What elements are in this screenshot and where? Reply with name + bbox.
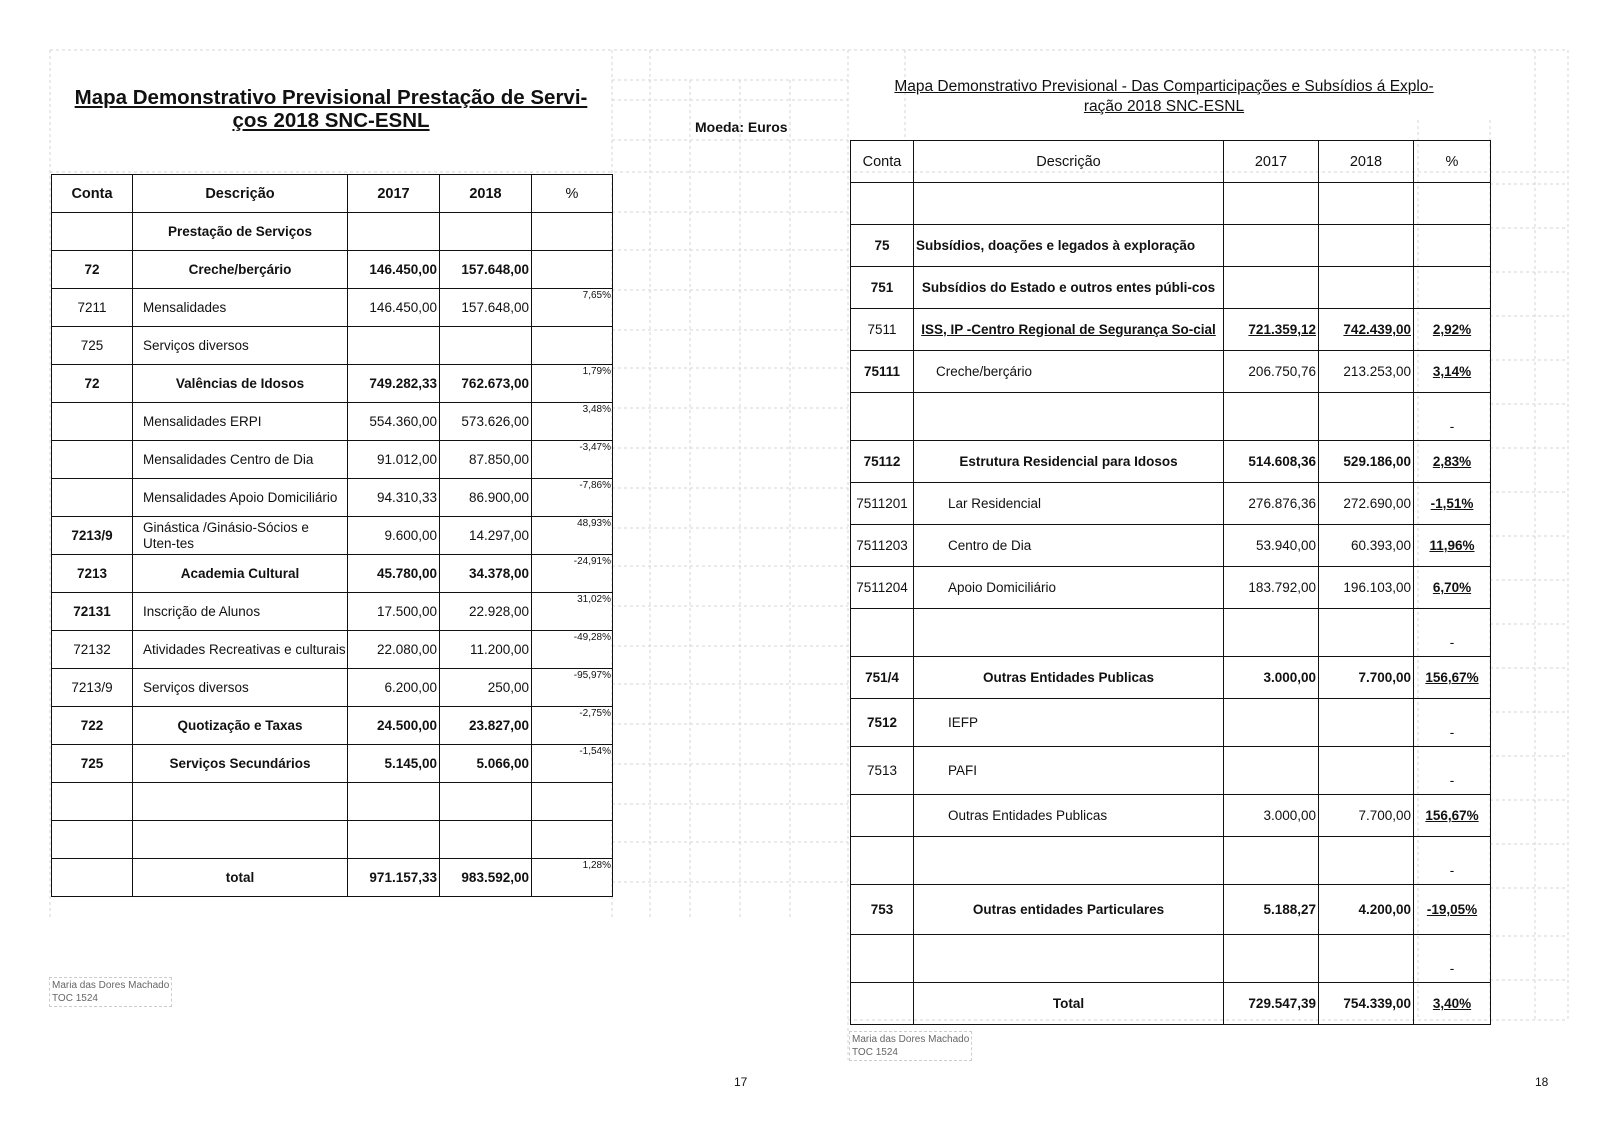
- account-code: 7511204: [851, 567, 914, 609]
- table-row: [851, 183, 1491, 225]
- left-signature: [49, 977, 172, 1007]
- value-2018: [1319, 183, 1414, 225]
- table-row: [52, 517, 613, 555]
- column-header: Descrição: [133, 175, 348, 213]
- percent-change: -: [1414, 699, 1491, 747]
- table-row: [851, 309, 1491, 351]
- percent-change: -3,47%: [579, 442, 611, 453]
- page-number-18: 18: [1535, 1075, 1549, 1089]
- table-row: [851, 225, 1491, 267]
- percent-cell: [532, 441, 613, 479]
- column-header: 2017: [1224, 141, 1319, 183]
- account-code: [851, 183, 914, 225]
- column-header: %: [532, 175, 613, 213]
- description: Atividades Recreativas e culturais: [133, 631, 348, 669]
- left-services-table: [51, 174, 613, 897]
- description: Subsídios do Estado e outros entes públi-cos: [914, 267, 1224, 309]
- description: [133, 783, 348, 821]
- value-2018: 4.200,00: [1319, 885, 1414, 935]
- percent-cell: [532, 631, 613, 669]
- table-row: [851, 483, 1491, 525]
- value-2017: 22.080,00: [348, 631, 440, 669]
- percent-change: -: [1414, 935, 1491, 983]
- value-2018: [1319, 747, 1414, 795]
- description: Creche/berçário: [133, 251, 348, 289]
- percent-cell: [532, 403, 613, 441]
- value-2017: 729.547,39: [1224, 983, 1319, 1025]
- value-2018: 14.297,00: [440, 517, 532, 555]
- value-2017: [1224, 699, 1319, 747]
- right-title-line-1: Mapa Demonstrativo Previsional - Das Comparticipações e Subsídios á Explo-: [894, 78, 1434, 95]
- value-2018: [440, 783, 532, 821]
- description: Quotização e Taxas: [133, 707, 348, 745]
- description: Subsídios, doações e legados à exploração: [914, 225, 1224, 267]
- left-title-line-2: ços 2018 SNC-ESNL: [232, 109, 430, 132]
- account-code: 72131: [52, 593, 133, 631]
- value-2017: [348, 821, 440, 859]
- percent-change: -1,54%: [579, 746, 611, 757]
- table-row: [52, 441, 613, 479]
- value-2018: [1319, 267, 1414, 309]
- description: IEFP: [914, 699, 1224, 747]
- value-2018: 60.393,00: [1319, 525, 1414, 567]
- table-row: [52, 821, 613, 859]
- table-row: [52, 479, 613, 517]
- percent-change: 1,79%: [582, 366, 611, 377]
- percent-change: -24,91%: [573, 556, 611, 567]
- value-2018: 529.186,00: [1319, 441, 1414, 483]
- description: Centro de Dia: [914, 525, 1224, 567]
- value-2017: [1224, 837, 1319, 885]
- percent-cell: [532, 365, 613, 403]
- account-code: [851, 609, 914, 657]
- percent-change: -49,28%: [573, 632, 611, 643]
- right-signature: [849, 1031, 972, 1061]
- percent-change: -: [1414, 393, 1491, 441]
- account-code: 7512: [851, 699, 914, 747]
- column-header: 2018: [1319, 141, 1414, 183]
- account-code: 753: [851, 885, 914, 935]
- account-code: 7513: [851, 747, 914, 795]
- value-2018: 157.648,00: [440, 289, 532, 327]
- value-2018: [1319, 225, 1414, 267]
- description: Ginástica /Ginásio-Sócios e Uten-tes: [133, 517, 348, 555]
- table-row: [851, 983, 1491, 1025]
- percent-change: -19,05%: [1414, 885, 1491, 935]
- percent-change: 7,65%: [582, 290, 611, 301]
- description: ISS, IP -Centro Regional de Segurança So-cial: [914, 309, 1224, 351]
- account-code: 7511203: [851, 525, 914, 567]
- value-2017: 91.012,00: [348, 441, 440, 479]
- percent-change: 1,28%: [582, 860, 611, 871]
- table-header-row: [851, 141, 1491, 183]
- value-2017: 45.780,00: [348, 555, 440, 593]
- account-code: 7511: [851, 309, 914, 351]
- percent-cell: [532, 707, 613, 745]
- value-2017: 514.608,36: [1224, 441, 1319, 483]
- account-code: 722: [52, 707, 133, 745]
- table-header-row: [52, 175, 613, 213]
- percent-cell: [532, 327, 613, 365]
- value-2018: 23.827,00: [440, 707, 532, 745]
- value-2017: [1224, 225, 1319, 267]
- account-code: [52, 859, 133, 897]
- right-title-line-2: ração 2018 SNC-ESNL: [1083, 98, 1245, 115]
- description: Valências de Idosos: [133, 365, 348, 403]
- table-row: [52, 593, 613, 631]
- value-2017: 5.188,27: [1224, 885, 1319, 935]
- value-2017: [348, 783, 440, 821]
- value-2017: 276.876,36: [1224, 483, 1319, 525]
- percent-change: 3,48%: [582, 404, 611, 415]
- value-2018: 5.066,00: [440, 745, 532, 783]
- account-code: 72: [52, 251, 133, 289]
- description: [133, 821, 348, 859]
- value-2018: 7.700,00: [1319, 795, 1414, 837]
- value-2017: [348, 327, 440, 365]
- right-subsidies-table: [850, 140, 1491, 1025]
- table-row: [851, 747, 1491, 795]
- value-2018: 754.339,00: [1319, 983, 1414, 1025]
- account-code: 72: [52, 365, 133, 403]
- description: Creche/berçário: [914, 351, 1224, 393]
- percent-change: -1,51%: [1414, 483, 1491, 525]
- value-2017: [1224, 609, 1319, 657]
- account-code: [851, 795, 914, 837]
- table-row: [52, 403, 613, 441]
- left-title-line-1: Mapa Demonstrativo Previsional Prestação de Servi-: [74, 86, 588, 109]
- table-row: [52, 707, 613, 745]
- account-code: [52, 213, 133, 251]
- description: Mensalidades: [133, 289, 348, 327]
- value-2018: [1319, 837, 1414, 885]
- percent-change: -7,86%: [579, 480, 611, 491]
- percent-change: 48,93%: [577, 518, 611, 529]
- percent-change: 3,14%: [1414, 351, 1491, 393]
- description: [914, 183, 1224, 225]
- table-row: [851, 795, 1491, 837]
- value-2018: [440, 821, 532, 859]
- value-2017: 5.145,00: [348, 745, 440, 783]
- percent-cell: [532, 593, 613, 631]
- value-2018: [1319, 393, 1414, 441]
- account-code: 75111: [851, 351, 914, 393]
- column-header: Conta: [52, 175, 133, 213]
- value-2017: [1224, 267, 1319, 309]
- percent-change: 2,83%: [1414, 441, 1491, 483]
- account-code: 7213/9: [52, 669, 133, 707]
- value-2017: 24.500,00: [348, 707, 440, 745]
- description: Lar Residencial: [914, 483, 1224, 525]
- percent-change: 11,96%: [1414, 525, 1491, 567]
- column-header: 2017: [348, 175, 440, 213]
- left-signature-toc: TOC 1524: [52, 993, 98, 1004]
- value-2018: 87.850,00: [440, 441, 532, 479]
- description: [914, 393, 1224, 441]
- right-signature-toc: TOC 1524: [852, 1047, 898, 1058]
- value-2017: 554.360,00: [348, 403, 440, 441]
- right-page-title: [848, 77, 1480, 117]
- value-2018: 983.592,00: [440, 859, 532, 897]
- column-header: 2018: [440, 175, 532, 213]
- description: Serviços Secundários: [133, 745, 348, 783]
- table-row: [52, 555, 613, 593]
- table-row: [851, 393, 1491, 441]
- percent-change: 31,02%: [577, 594, 611, 605]
- percent-cell: [532, 745, 613, 783]
- account-code: 7211: [52, 289, 133, 327]
- value-2017: [1224, 747, 1319, 795]
- account-code: 751/4: [851, 657, 914, 699]
- percent-change: 2,92%: [1414, 309, 1491, 351]
- account-code: 72132: [52, 631, 133, 669]
- table-row: [851, 657, 1491, 699]
- account-code: [851, 935, 914, 983]
- value-2018: 34.378,00: [440, 555, 532, 593]
- percent-cell: [532, 859, 613, 897]
- value-2018: [1319, 609, 1414, 657]
- table-row: [52, 213, 613, 251]
- value-2017: [1224, 393, 1319, 441]
- value-2018: 272.690,00: [1319, 483, 1414, 525]
- value-2018: 196.103,00: [1319, 567, 1414, 609]
- value-2018: [1319, 935, 1414, 983]
- value-2017: 9.600,00: [348, 517, 440, 555]
- value-2017: 146.450,00: [348, 289, 440, 327]
- table-row: [851, 699, 1491, 747]
- value-2018: 250,00: [440, 669, 532, 707]
- description: Serviços diversos: [133, 669, 348, 707]
- account-code: [851, 983, 914, 1025]
- percent-change: -: [1414, 747, 1491, 795]
- account-code: 725: [52, 745, 133, 783]
- value-2018: [440, 327, 532, 365]
- table-row: [851, 267, 1491, 309]
- table-row: [52, 783, 613, 821]
- value-2017: 6.200,00: [348, 669, 440, 707]
- description: Estrutura Residencial para Idosos: [914, 441, 1224, 483]
- description: Serviços diversos: [133, 327, 348, 365]
- value-2017: 3.000,00: [1224, 795, 1319, 837]
- value-2017: 3.000,00: [1224, 657, 1319, 699]
- table-row: [851, 567, 1491, 609]
- table-row: [52, 289, 613, 327]
- table-row: [52, 631, 613, 669]
- value-2017: 146.450,00: [348, 251, 440, 289]
- table-row: [52, 745, 613, 783]
- value-2017: 53.940,00: [1224, 525, 1319, 567]
- value-2018: 157.648,00: [440, 251, 532, 289]
- percent-change: -: [1414, 609, 1491, 657]
- description: PAFI: [914, 747, 1224, 795]
- table-row: [851, 837, 1491, 885]
- description: Outras Entidades Publicas: [914, 657, 1224, 699]
- account-code: 7213: [52, 555, 133, 593]
- value-2017: 183.792,00: [1224, 567, 1319, 609]
- account-code: [52, 783, 133, 821]
- table-row: [851, 525, 1491, 567]
- percent-change: 156,67%: [1414, 657, 1491, 699]
- value-2017: [348, 213, 440, 251]
- account-code: 7511201: [851, 483, 914, 525]
- description: Prestação de Serviços: [133, 213, 348, 251]
- account-code: [851, 393, 914, 441]
- value-2017: 721.359,12: [1224, 309, 1319, 351]
- account-code: [52, 403, 133, 441]
- table-row: [851, 441, 1491, 483]
- percent-cell: [532, 555, 613, 593]
- description: Inscrição de Alunos: [133, 593, 348, 631]
- table-row: [52, 365, 613, 403]
- value-2017: 17.500,00: [348, 593, 440, 631]
- percent-change: [1414, 183, 1491, 225]
- account-code: [52, 821, 133, 859]
- percent-cell: [532, 251, 613, 289]
- value-2018: 7.700,00: [1319, 657, 1414, 699]
- percent-cell: [532, 669, 613, 707]
- table-row: [52, 859, 613, 897]
- account-code: 725: [52, 327, 133, 365]
- value-2018: 213.253,00: [1319, 351, 1414, 393]
- value-2018: 742.439,00: [1319, 309, 1414, 351]
- description: Total: [914, 983, 1224, 1025]
- table-row: [851, 935, 1491, 983]
- percent-change: [1414, 267, 1491, 309]
- description: total: [133, 859, 348, 897]
- value-2017: 206.750,76: [1224, 351, 1319, 393]
- description: Outras entidades Particulares: [914, 885, 1224, 935]
- percent-change: [1414, 225, 1491, 267]
- account-code: 751: [851, 267, 914, 309]
- value-2018: [440, 213, 532, 251]
- account-code: [851, 837, 914, 885]
- description: Academia Cultural: [133, 555, 348, 593]
- account-code: [52, 479, 133, 517]
- table-row: [52, 251, 613, 289]
- description: [914, 609, 1224, 657]
- column-header: Conta: [851, 141, 914, 183]
- currency-label: Moeda: Euros: [695, 119, 788, 135]
- page-number-17: 17: [734, 1075, 748, 1089]
- value-2018: 11.200,00: [440, 631, 532, 669]
- value-2017: 94.310,33: [348, 479, 440, 517]
- account-code: 7213/9: [52, 517, 133, 555]
- table-row: [851, 609, 1491, 657]
- value-2017: [1224, 935, 1319, 983]
- value-2017: [1224, 183, 1319, 225]
- left-signature-name: Maria das Dores Machado: [52, 980, 170, 991]
- percent-cell: [532, 821, 613, 859]
- description: Apoio Domiciliário: [914, 567, 1224, 609]
- percent-change: -2,75%: [579, 708, 611, 719]
- description: [914, 837, 1224, 885]
- description: Mensalidades Centro de Dia: [133, 441, 348, 479]
- value-2018: [1319, 699, 1414, 747]
- percent-cell: [532, 479, 613, 517]
- description: Mensalidades Apoio Domiciliário: [133, 479, 348, 517]
- account-code: 75112: [851, 441, 914, 483]
- column-header: Descrição: [914, 141, 1224, 183]
- left-page-title: [56, 86, 606, 132]
- percent-change: -: [1414, 837, 1491, 885]
- column-header: %: [1414, 141, 1491, 183]
- value-2018: 573.626,00: [440, 403, 532, 441]
- value-2017: 749.282,33: [348, 365, 440, 403]
- description: Outras Entidades Publicas: [914, 795, 1224, 837]
- description: [914, 935, 1224, 983]
- value-2018: 22.928,00: [440, 593, 532, 631]
- value-2017: 971.157,33: [348, 859, 440, 897]
- table-row: [52, 327, 613, 365]
- right-signature-name: Maria das Dores Machado: [852, 1034, 970, 1045]
- percent-cell: [532, 517, 613, 555]
- percent-change: 6,70%: [1414, 567, 1491, 609]
- value-2018: 86.900,00: [440, 479, 532, 517]
- percent-cell: [532, 213, 613, 251]
- table-row: [52, 669, 613, 707]
- percent-change: 156,67%: [1414, 795, 1491, 837]
- table-row: [851, 885, 1491, 935]
- percent-change: 3,40%: [1414, 983, 1491, 1025]
- table-row: [851, 351, 1491, 393]
- account-code: 75: [851, 225, 914, 267]
- percent-change: -95,97%: [573, 670, 611, 681]
- percent-cell: [532, 783, 613, 821]
- description: Mensalidades ERPI: [133, 403, 348, 441]
- value-2018: 762.673,00: [440, 365, 532, 403]
- account-code: [52, 441, 133, 479]
- percent-cell: [532, 289, 613, 327]
